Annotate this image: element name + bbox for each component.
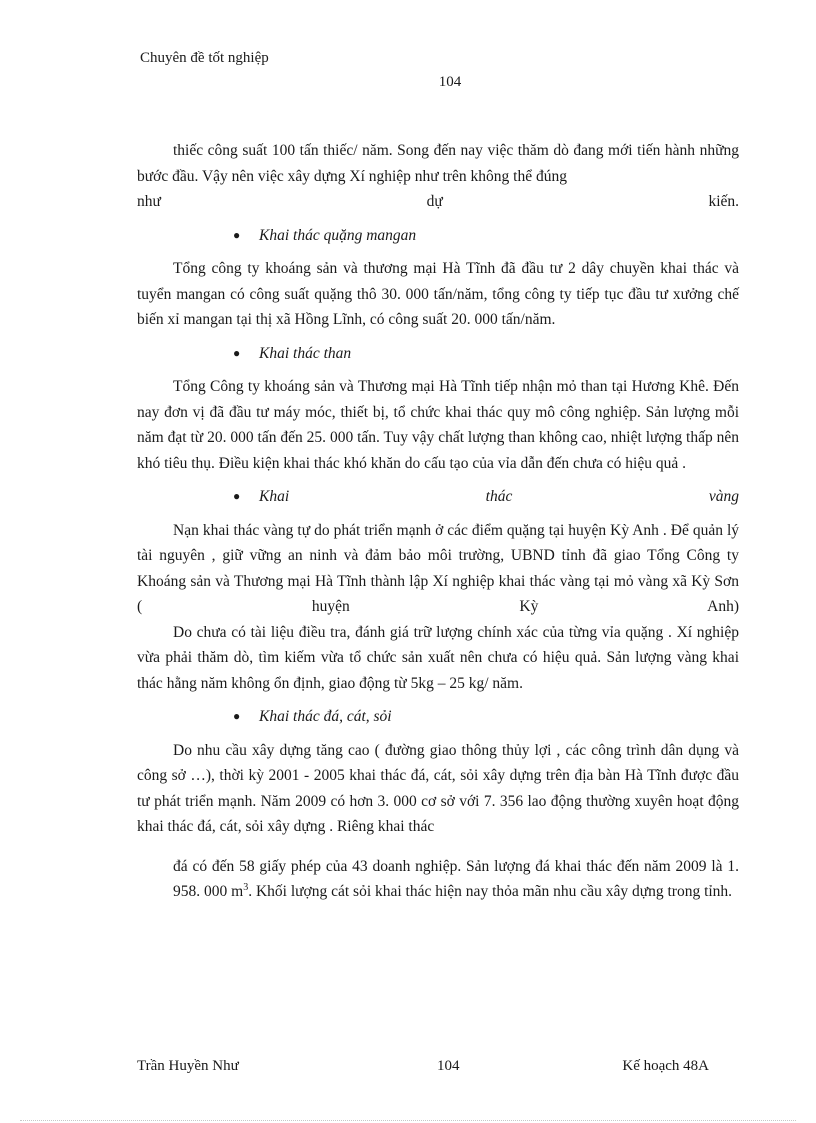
footer-author: Trần Huyền Như [137,1058,239,1074]
paragraph-manganese: Tổng công ty khoáng sản và thương mại Hà Tĩnh đã đầu tư 2 dây chuyền khai thác và tuyển mangan có công suất quặng thô 30. 000 tấn/năm, tổng công ty tiếp tục đầu tư xưởng chế biến xỉ mangan tại thị xã Hồng Lĩnh, có công suất 20. 000 tấn/năm. [137,260,739,328]
paragraph-gold: Nạn khai thác vàng tự do phát triển mạnh ở các điểm quặng tại huyện Kỳ Anh . Để quản lý tài nguyên , giữ vững an ninh và đảm bảo môi trường, UBND tỉnh đã giao Tổng Công ty Khoáng sản và Thương mại Hà Tĩnh thành lập Xí nghiệp khai thác vàng tại mỏ vàng xã Kỳ Sơn ( huyện Kỳ Anh) [137,521,739,615]
word: kiến. [708,193,739,210]
bullet-heading [259,484,739,510]
word: thác [485,488,513,505]
bullet-coal [233,341,739,367]
paragraph-stone-output [173,854,739,905]
page-bottom-divider [20,1120,796,1121]
word: Khai [259,488,290,505]
document-body [137,138,739,913]
page-footer [137,1058,709,1078]
word: như [137,193,161,210]
paragraph-tin-mining-last-line [137,189,739,215]
running-header-title: Chuyên đề tốt nghiệp [140,50,269,66]
bullet-dot-icon: ● [233,709,241,723]
paragraph-tin-mining [137,138,739,189]
paragraph-coal: Tổng Công ty khoáng sản và Thương mại Hà Tĩnh tiếp nhận mỏ than tại Hương Khê. Đến nay đơn vị đã đầu tư máy móc, thiết bị, tổ chức khai thác quy mô công nghiệp. Sản lượng mỗi năm đạt từ 20. 000 tấn đến 25. 000 tấn. Tuy vậy chất lượng than không cao, nhiệt lượng thấp nên khó tiêu thụ. Điều kiện khai thác khó khăn do cấu tạo của vỉa dẫn đến chưa có hiệu quả . [137,378,739,472]
footer-page-number: 104 [437,1058,460,1074]
bullet-heading: Khai thác đá, cát, sỏi [259,708,392,725]
paragraph-text: thiếc công suất 100 tấn thiếc/ năm. Song đến nay việc thăm dò đang mới tiến hành những bước đầu. Vậy nên việc xây dựng Xí nghiệp như trên không thể đúng [137,142,739,185]
bullet-manganese [233,223,739,249]
paragraph-text: . Khối lượng cát sỏi khai thác hiện nay thỏa mãn nhu cầu xây dựng trong tỉnh. [248,883,733,900]
bullet-dot-icon: ● [233,489,241,503]
bullet-dot-icon: ● [233,345,241,360]
superscript: 3 [243,881,249,893]
bullet-stone-sand-gravel [233,704,739,730]
paragraph-text: đá có đến 58 giấy phép của 43 doanh nghiệp. Sản lượng đá khai thác đến năm 2009 là 1. 958. 000 m [173,857,739,900]
bullet-heading: Khai thác than [259,344,352,362]
word: vàng [708,488,739,505]
word: dự [426,193,443,210]
footer-class-name: Kế hoạch 48A [622,1058,709,1074]
bullet-gold [233,484,739,510]
bullet-heading: Khai thác quặng mangan [259,226,417,244]
paragraph-gold-output: Do chưa có tài liệu điều tra, đánh giá trữ lượng chính xác của từng vỉa quặng . Xí nghiệp vừa phải thăm dò, tìm kiếm vừa tổ chức sản xuất nên chưa có hiệu quả. Sản lượng vàng khai thác hằng năm không ổn định, giao động từ 5kg – 25 kg/ năm. [137,623,739,692]
paragraph-construction-materials: Do nhu cầu xây dựng tăng cao ( đường giao thông thủy lợi , các công trình dân dụng và công sở …), thời kỳ 2001 - 2005 khai thác đá, cát, sỏi xây dựng trên địa bàn Hà Tĩnh được đầu tư phát triển mạnh. Năm 2009 có hơn 3. 000 cơ sở với 7. 356 lao động thường xuyên hoạt động khai thác đá, cát, sỏi xây dựng . Riêng khai thác [137,741,739,835]
bullet-dot-icon: ● [233,227,241,242]
header-page-number: 104 [438,74,462,90]
